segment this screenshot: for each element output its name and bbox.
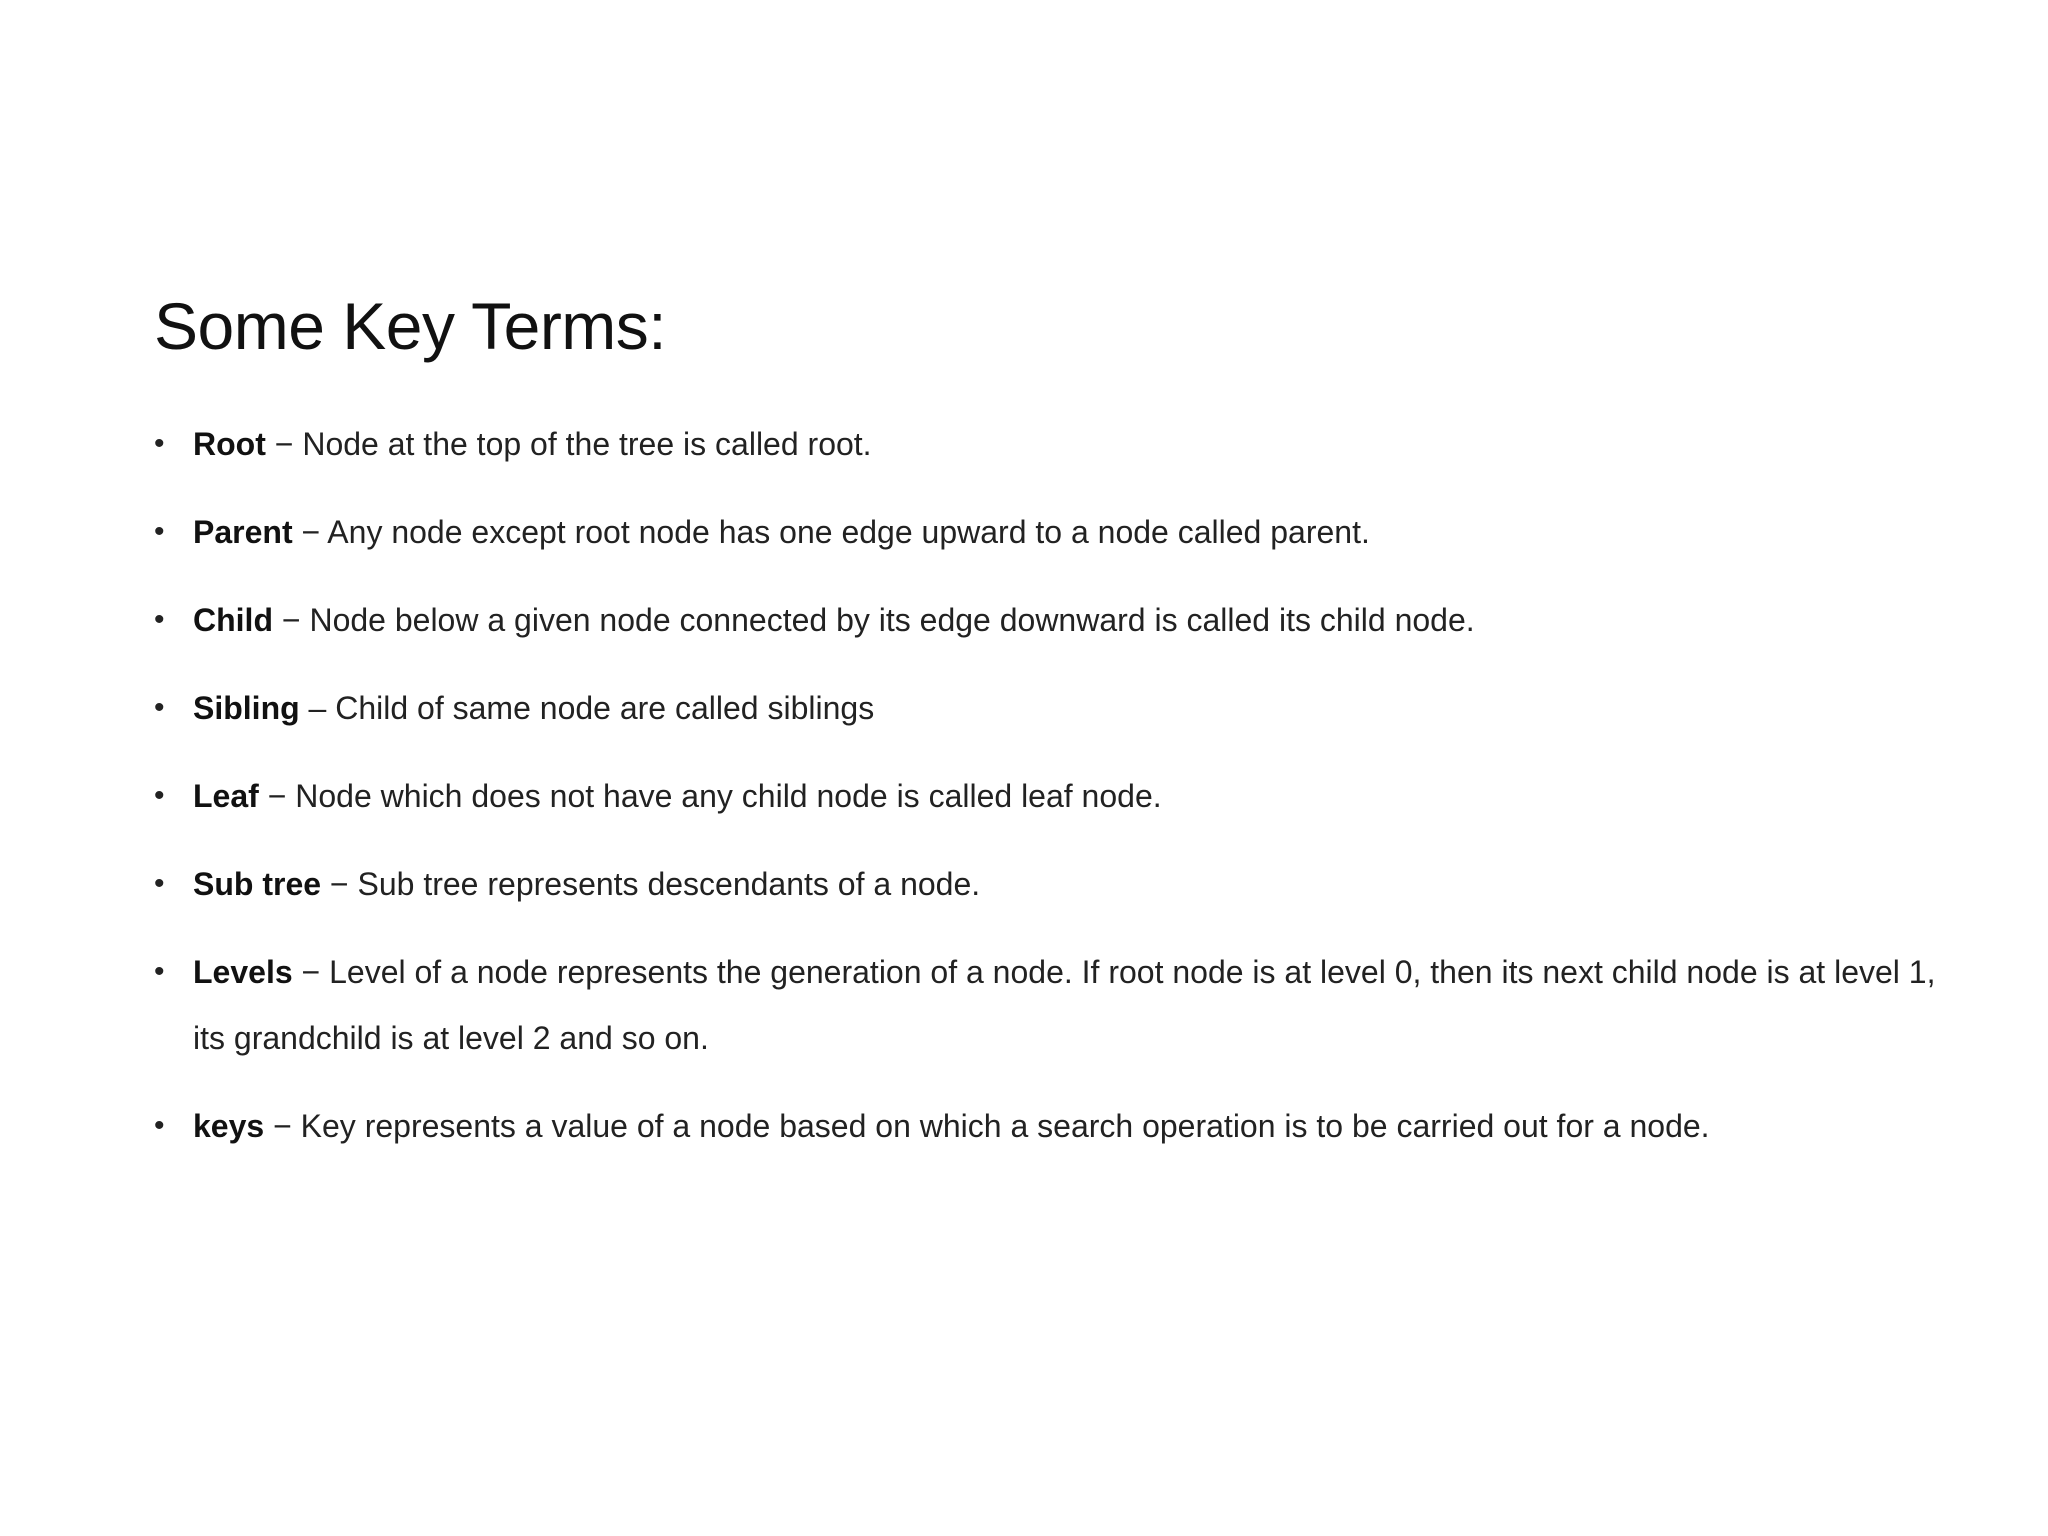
term-item-levels bbox=[154, 939, 1974, 1071]
term-definition: Sub tree represents descendants of a node. bbox=[357, 865, 981, 902]
term-definition: Node below a given node connected by its edge downward is called its child node. bbox=[309, 601, 1475, 638]
term-definition: Any node except root node has one edge upward to a node called parent. bbox=[327, 513, 1370, 550]
term-name: Root bbox=[193, 425, 266, 462]
slide-title: Some Key Terms: bbox=[154, 289, 667, 363]
term-separator: − bbox=[265, 425, 303, 462]
term-name: Leaf bbox=[193, 777, 259, 814]
term-definition: Node at the top of the tree is called root. bbox=[302, 425, 872, 462]
term-separator: − bbox=[321, 865, 358, 902]
term-item-parent bbox=[154, 499, 1974, 565]
term-item-root bbox=[154, 411, 1974, 477]
bullet-icon: • bbox=[154, 778, 165, 812]
term-separator: − bbox=[258, 777, 296, 814]
term-name: Levels bbox=[193, 953, 293, 990]
term-name: Sub tree bbox=[193, 865, 322, 902]
term-separator: – bbox=[299, 689, 336, 726]
bullet-icon: • bbox=[154, 602, 165, 636]
slide-content bbox=[154, 290, 1974, 1181]
term-definition: Child of same node are called siblings bbox=[335, 689, 875, 726]
term-definition: Key represents a value of a node based on which a search operation is to be carried out for a node. bbox=[300, 1107, 1710, 1144]
term-definition: Level of a node represents the generation of a node. If root node is at level 0, then its next child node is at level 1, its grandchild is at level 2 and so on. bbox=[193, 953, 1936, 1056]
term-definition: Node which does not have any child node is called leaf node. bbox=[295, 777, 1162, 814]
term-separator: − bbox=[292, 513, 328, 550]
term-item-leaf bbox=[154, 763, 1974, 829]
term-name: Parent bbox=[193, 513, 293, 550]
bullet-icon: • bbox=[154, 1108, 165, 1142]
term-name: Child bbox=[193, 601, 273, 638]
term-item-sibling bbox=[154, 675, 1974, 741]
bullet-icon: • bbox=[154, 690, 165, 724]
bullet-icon: • bbox=[154, 866, 165, 900]
term-item-sub-tree bbox=[154, 851, 1974, 917]
bullet-icon: • bbox=[154, 954, 165, 988]
term-list bbox=[154, 411, 1974, 1159]
term-separator: − bbox=[272, 601, 310, 638]
term-separator: − bbox=[292, 953, 330, 990]
term-separator: − bbox=[264, 1107, 301, 1144]
term-name: Sibling bbox=[193, 689, 300, 726]
bullet-icon: • bbox=[154, 426, 165, 460]
term-item-child bbox=[154, 587, 1974, 653]
term-name: keys bbox=[193, 1107, 265, 1144]
term-item-keys bbox=[154, 1093, 1974, 1159]
bullet-icon: • bbox=[154, 514, 165, 548]
